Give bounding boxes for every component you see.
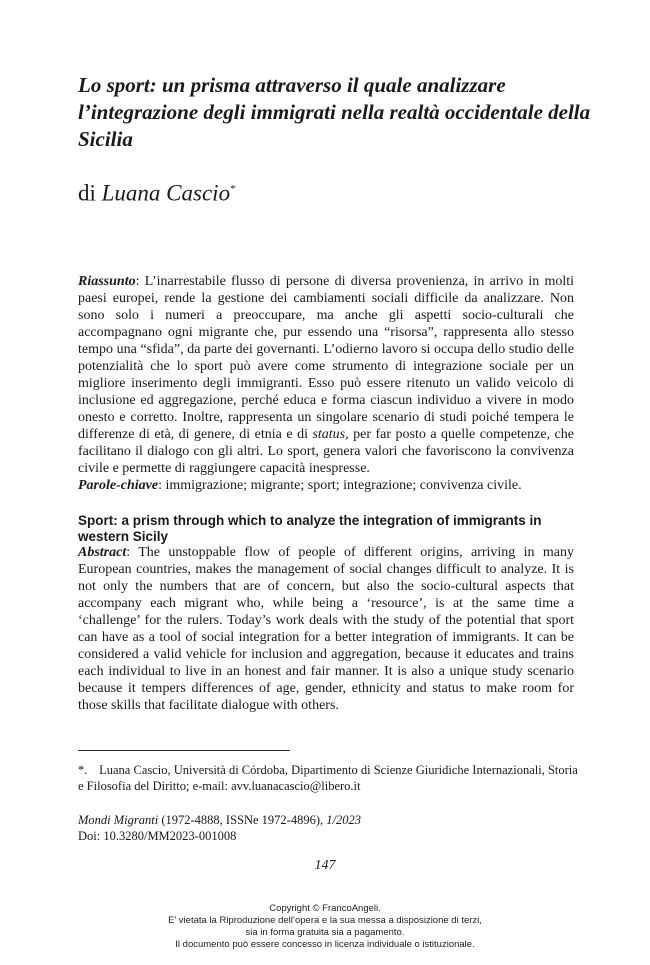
- riassunto-label: Riassunto: [78, 274, 136, 289]
- author-line: [78, 175, 236, 208]
- abstract-paragraph: [78, 544, 574, 714]
- copyright-line-4: Il documento può essere concesso in licenza individuale o istituzionale.: [175, 939, 475, 950]
- journal-issn: (1972-4888, ISSNe 1972-4896),: [158, 813, 327, 827]
- journal-name: Mondi Migranti: [78, 813, 159, 827]
- author-prefix: di: [78, 180, 96, 206]
- copyright-line-3: sia in forma gratuita sia a pagamento.: [245, 927, 405, 938]
- english-title: Sport: a prism through which to analyze the integration of immigrants in western Sicily: [78, 513, 542, 544]
- footnote-divider: [78, 750, 290, 751]
- riassunto-paragraph: [78, 273, 574, 477]
- riassunto-text: : L’inarrestabile flusso di persone di diversa provenienza, in arrivo in molti paesi europei, rende la gestione dei cambiamenti sociali difficile da analizzare. Non sono solo i numeri a preoccupare, ma anche gli aspetti socio-culturali che accompagnano ogni migrante che, pur essendo una “risorsa”, rappresenta allo stesso tempo una “sfida”, da parte dei governanti. L’odierno lavoro si occupa dello studio delle potenzialità che lo sport può avere come strumento di integrazione sociale per un migliore inserimento degli immigranti. Esso può essere ritenuto un valido veicolo di inclusione ed aggregazione, perché educa e forma ciascun individuo a vivere in modo onesto e corretto. Inoltre, rappresenta un singolare scenario di studi poiché tempera le differenze di età, di genere, di etnia e di: [78, 274, 574, 442]
- footnote: [78, 762, 578, 794]
- doi[interactable]: Doi: 10.3280/MM2023-001008: [78, 829, 237, 843]
- footnote-text: Luana Cascio, Università di Córdoba, Dipartimento di Scienze Giuridiche Internazionali, Storia e Filosofia del Diritto; e-mail: avv.luanacascio@libero.it: [78, 763, 578, 793]
- keywords-paragraph: [78, 477, 574, 494]
- author-footnote-marker[interactable]: *: [230, 183, 236, 195]
- copyright-line-2: E’ vietata la Riproduzione dell’opera e la sua messa a disposizione di terzi,: [168, 915, 482, 926]
- article-title: Lo sport: un prisma attraverso il quale analizzare l’integrazione degli immigrati nella realtà occidentale della Sicilia: [78, 73, 591, 151]
- abstract-label: Abstract: [78, 545, 127, 560]
- footnote-marker: *.: [78, 763, 88, 777]
- journal-issue: 1/2023: [326, 813, 361, 827]
- riassunto-text-end: per far posto a quelle competenze, che facilitano il dialogo con gli altri. Lo sport, genera valori che favoriscono la convivenza civile e permette di raggiungere capacità inespresse.: [78, 427, 574, 476]
- keywords-text: : immigrazione; migrante; sport; integrazione; convivenza civile.: [158, 478, 522, 493]
- keywords-label: Parole-chiave: [78, 478, 159, 493]
- journal-citation: [78, 812, 361, 844]
- author-name: Luana Cascio: [101, 180, 231, 206]
- copyright-notice: [0, 903, 650, 951]
- page-number: 147: [314, 858, 336, 873]
- riassunto-status-word: status,: [312, 427, 349, 442]
- copyright-line-1: Copyright © FrancoAngeli.: [269, 903, 381, 914]
- abstract-text: : The unstoppable flow of people of different origins, arriving in many European countries, makes the management of social changes difficult to analyze. It is not only the numbers that are of concern, but also the socio-cultural aspects that accompany each migrant who, while being a ‘resource’, is at the same time a ‘challenge’ for the rulers. Today’s work deals with the study of the potential that sport can have as a tool of social integration for a better integration of immigrants. It can be considered a valid vehicle for inclusion and aggregation, because it educates and trains each individual to live in an honest and fair manner. It is also a unique study scenario because it tempers differences of age, gender, ethnicity and status to make room for those skills that facilitate dialogue with others.: [78, 545, 574, 713]
